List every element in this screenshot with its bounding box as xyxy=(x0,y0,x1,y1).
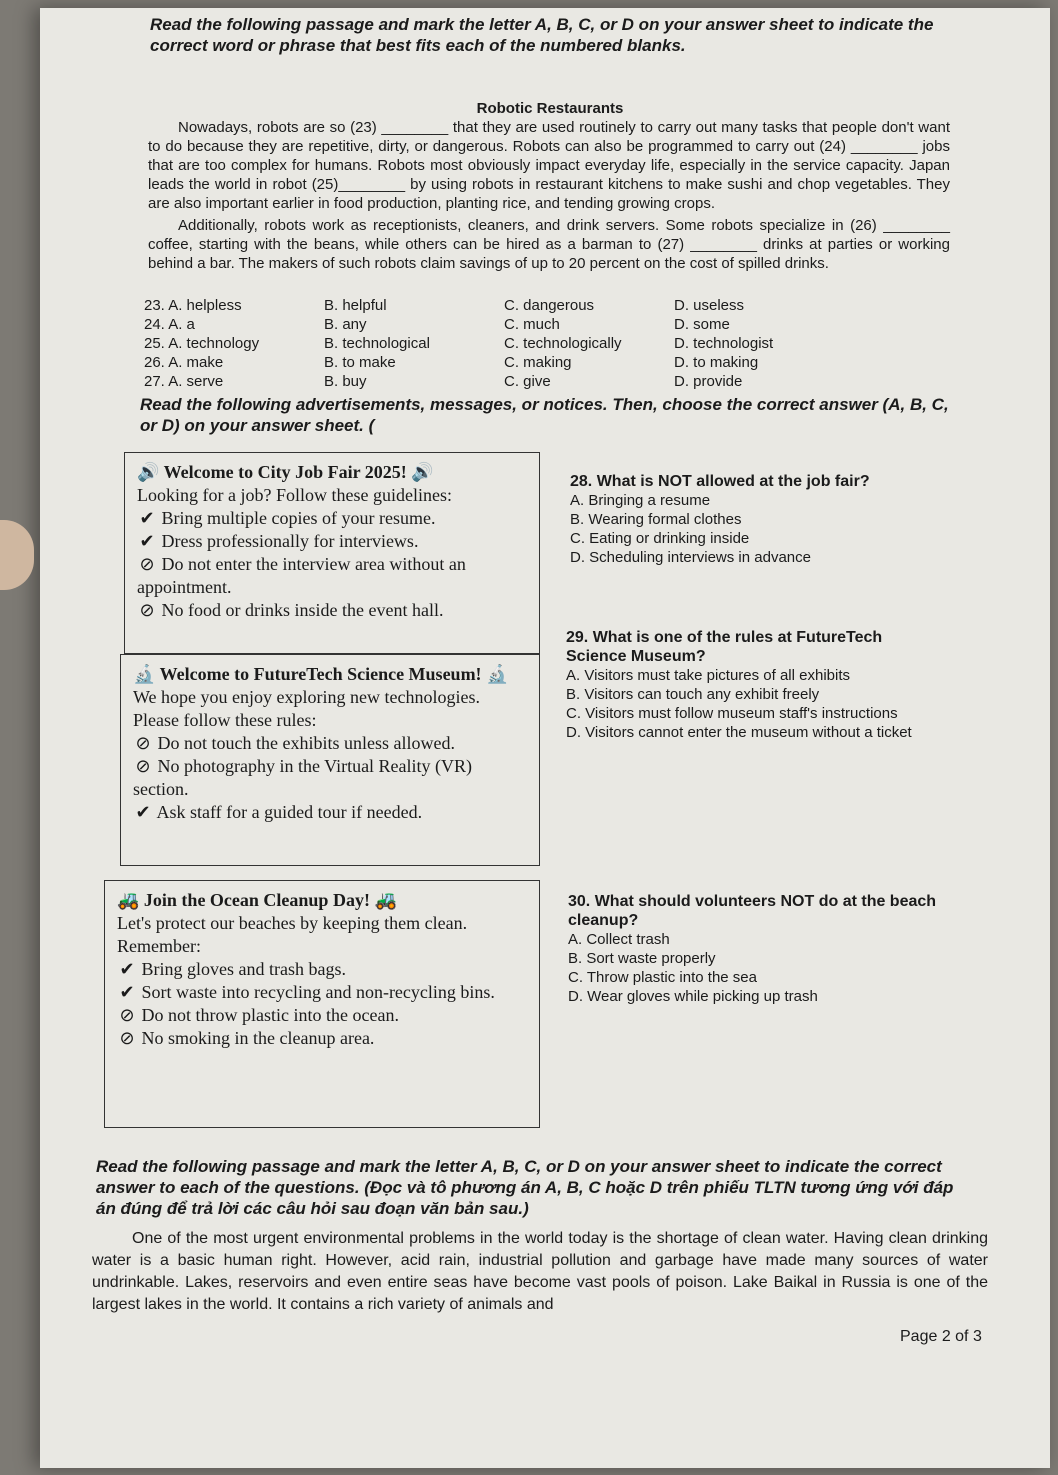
option-d: D. useless xyxy=(674,297,745,314)
option-b: B. buy xyxy=(324,373,367,390)
passage-title: Robotic Restaurants xyxy=(476,100,624,117)
rule-text: Do not touch the exhibits unless allowed. xyxy=(157,733,455,753)
option-row xyxy=(144,372,884,391)
rule-text: Sort waste into recycling and non-recycling bins. xyxy=(141,982,495,1002)
option-b: B. to make xyxy=(324,354,396,371)
option-a: 24. A. a xyxy=(144,316,195,333)
job-fair-notice xyxy=(124,452,540,654)
option-row xyxy=(144,334,884,353)
rule-item xyxy=(137,599,527,622)
option-a: 23. A. helpless xyxy=(144,297,242,314)
ocean-cleanup-title: 🚜 Join the Ocean Cleanup Day! 🚜 xyxy=(117,890,397,910)
rule-text: No photography in the Virtual Reality (VR) section. xyxy=(133,756,473,799)
reading-passage: One of the most urgent environmental problems in the world today is the shortage of clean water. Having clean drinking water is a basic human right. However, acid rain, industrial pollution and garbage have made many sources of water undrinkable. Lakes, reservoirs and even entire seas have become vast pools of poison. Lake Baikal in Russia is one of the largest lakes in the world. It contains a rich variety of animals and xyxy=(92,1230,988,1313)
option-a: 25. A. technology xyxy=(144,335,260,352)
option-c: C. technologically xyxy=(504,335,622,352)
check-icon: ✔ xyxy=(119,959,135,979)
rule-text: Ask staff for a guided tour if needed. xyxy=(156,802,423,822)
check-icon: ✔ xyxy=(139,531,155,551)
option-d: D. technologist xyxy=(674,335,774,352)
prohibited-icon: ⊘ xyxy=(119,1028,135,1048)
microscope-icon: 🔬 xyxy=(486,664,509,684)
option-c: C. much xyxy=(504,316,560,333)
option-b: B. helpful xyxy=(324,297,387,314)
check-icon: ✔ xyxy=(119,982,135,1002)
answer-option: B. Wearing formal clothes xyxy=(570,511,742,528)
answer-option: B. Sort waste properly xyxy=(568,950,716,967)
options-23-27 xyxy=(144,296,884,391)
job-fair-title: 🔊 Welcome to City Job Fair 2025! 🔊 xyxy=(137,462,434,482)
option-d: D. to making xyxy=(674,354,759,371)
job-fair-rules xyxy=(137,507,527,622)
passage-paragraph-2: Additionally, robots work as receptionists, cleaners, and drink servers. Some robots specialize in (26) ________ coffee, starting with the beans, while others can be hired as a barman to (27) ________ drinks at parties or working behind a bar. The makers of such robots claim savings of up to 20 percent on the cost of spilled drinks. xyxy=(148,217,950,272)
museum-rules xyxy=(133,732,527,824)
page-number: Page 2 of 3 xyxy=(900,1328,982,1345)
tractor-icon: 🚜 xyxy=(117,890,140,910)
rule-text: Do not enter the interview area without an appointment. xyxy=(137,554,466,597)
answer-option: D. Visitors cannot enter the museum without a ticket xyxy=(566,724,912,741)
check-icon: ✔ xyxy=(135,802,151,822)
passage-paragraph-1: Nowadays, robots are so (23) ________ that they are used routinely to carry out many tasks that people don't want to do because they are repetitive, dirty, or dangerous. Robots can also be programmed to carry out (24) ________ jobs that are too complex for humans. Robots most obviously impact everyday life, especially in the service capacity. Japan leads the world in robot (25)________ by using robots in restaurant kitchens to make sushi and chop vegetables. They are also important earlier in food production, planting rice, and tending growing crops. xyxy=(148,119,950,212)
answer-option: C. Eating or drinking inside xyxy=(570,530,750,547)
question-28 xyxy=(570,472,950,567)
option-row xyxy=(144,315,884,334)
rule-text: No smoking in the cleanup area. xyxy=(141,1028,375,1048)
rule-item xyxy=(137,507,527,530)
option-b: B. any xyxy=(324,316,367,333)
rule-text: Dress professionally for interviews. xyxy=(161,531,419,551)
question-28-text: 28. What is NOT allowed at the job fair? xyxy=(570,473,870,490)
question-30-text: 30. What should volunteers NOT do at the beach cleanup? xyxy=(568,893,937,929)
museum-title: 🔬 Welcome to FutureTech Science Museum! 🔬 xyxy=(133,664,509,684)
rule-item xyxy=(133,732,527,755)
option-b: B. technological xyxy=(324,335,430,352)
microscope-icon: 🔬 xyxy=(133,664,156,684)
section3-instruction: Read the following passage and mark the letter A, B, C, or D on your answer sheet to indicate the correct answer to each of the questions. (Đọc và tô phương án A, B, C hoặc D trên phiếu TLTN tương ứng với đáp án đúng để trả lời các câu hỏi sau đoạn văn bản sau.) xyxy=(96,1157,954,1218)
check-icon: ✔ xyxy=(139,508,155,528)
prohibited-icon: ⊘ xyxy=(139,600,155,620)
rule-item xyxy=(137,530,527,553)
question-30-options xyxy=(568,930,948,1006)
option-c: C. give xyxy=(504,373,551,390)
finger-photo-edge xyxy=(0,520,34,590)
prohibited-icon: ⊘ xyxy=(135,733,151,753)
museum-intro: We hope you enjoy exploring new technologies. Please follow these rules: xyxy=(133,687,480,730)
option-a: 26. A. make xyxy=(144,354,224,371)
answer-option: A. Visitors must take pictures of all exhibits xyxy=(566,667,851,684)
option-a: 27. A. serve xyxy=(144,373,224,390)
section2-instruction: Read the following advertisements, messages, or notices. Then, choose the correct answer (A, B, C, or D) on your answer sheet. ( xyxy=(140,395,949,435)
section1-instruction: Read the following passage and mark the letter A, B, C, or D on your answer sheet to indicate the correct word or phrase that best fits each of the numbered blanks. xyxy=(150,15,934,55)
question-28-options xyxy=(570,491,950,567)
option-d: D. provide xyxy=(674,373,743,390)
rule-item xyxy=(137,553,527,599)
prohibited-icon: ⊘ xyxy=(135,756,151,776)
answer-option: D. Scheduling interviews in advance xyxy=(570,549,811,566)
rule-item xyxy=(133,755,527,801)
speaker-icon: 🔊 xyxy=(137,462,160,482)
question-29-options xyxy=(566,666,946,742)
speaker-icon: 🔊 xyxy=(411,462,434,482)
tractor-icon: 🚜 xyxy=(374,890,397,910)
ocean-cleanup-intro: Let's protect our beaches by keeping them clean. Remember: xyxy=(117,913,468,956)
option-c: C. dangerous xyxy=(504,297,595,314)
question-30 xyxy=(568,892,948,1006)
rule-item xyxy=(117,981,527,1004)
rule-text: No food or drinks inside the event hall. xyxy=(161,600,444,620)
rule-item xyxy=(133,801,527,824)
question-29-text: 29. What is one of the rules at FutureTech Science Museum? xyxy=(566,629,883,665)
rule-item xyxy=(117,1027,527,1050)
answer-option: B. Visitors can touch any exhibit freely xyxy=(566,686,820,703)
option-c: C. making xyxy=(504,354,572,371)
question-29 xyxy=(566,628,946,742)
rule-text: Bring gloves and trash bags. xyxy=(141,959,346,979)
option-row xyxy=(144,296,884,315)
answer-option: D. Wear gloves while picking up trash xyxy=(568,988,818,1005)
answer-option: C. Visitors must follow museum staff's instructions xyxy=(566,705,898,722)
rule-item xyxy=(117,958,527,981)
prohibited-icon: ⊘ xyxy=(139,554,155,574)
rule-text: Do not throw plastic into the ocean. xyxy=(141,1005,399,1025)
answer-option: A. Bringing a resume xyxy=(570,492,711,509)
rule-item xyxy=(117,1004,527,1027)
ocean-cleanup-notice xyxy=(104,880,540,1128)
answer-option: A. Collect trash xyxy=(568,931,670,948)
answer-option: C. Throw plastic into the sea xyxy=(568,969,757,986)
job-fair-intro: Looking for a job? Follow these guidelines: xyxy=(137,485,452,505)
museum-notice xyxy=(120,654,540,866)
prohibited-icon: ⊘ xyxy=(119,1005,135,1025)
option-d: D. some xyxy=(674,316,730,333)
rule-text: Bring multiple copies of your resume. xyxy=(161,508,436,528)
option-row xyxy=(144,353,884,372)
ocean-cleanup-rules xyxy=(117,958,527,1050)
